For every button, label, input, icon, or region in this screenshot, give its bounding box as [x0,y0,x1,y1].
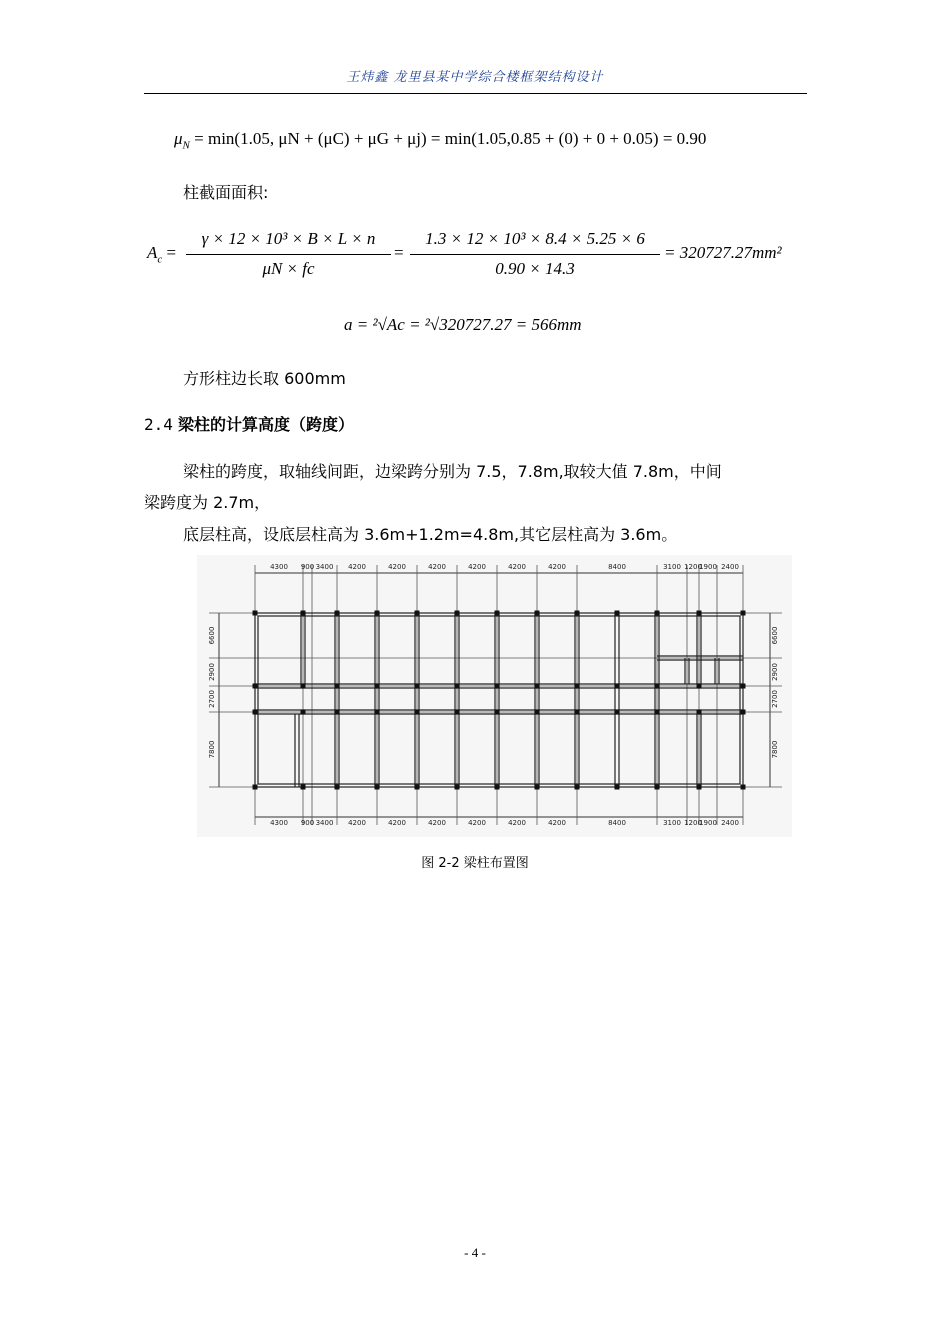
dimension-label-bottom: 4200 [468,819,486,827]
dimension-label-top: 4200 [548,563,566,571]
equation-mu-n: $\mu_N = \min(1.05$, μN + (μC) + μG + μj) = min(1.05,0.85 + (0) + 0 + 0.05) = 0.90 [174,129,707,152]
fraction2-line [410,254,660,255]
dimension-label-left: 6600 [208,626,216,645]
column-mark [535,710,540,715]
column-mark [615,684,620,689]
fraction1-denominator: μN × fc [262,259,315,278]
column-mark [301,710,306,715]
dimension-label-right: 6600 [771,626,779,645]
column-mark [655,710,660,715]
column-mark [375,684,380,689]
column-mark [375,611,380,616]
column-mark [495,611,500,616]
dimension-label-bottom: 1200 [684,819,702,827]
column-mark [335,710,340,715]
column-mark [655,684,660,689]
dimension-label-top: 4300 [270,563,288,571]
dimension-label-top: 1900 [699,563,717,571]
dimension-label-right: 2700 [771,690,779,708]
column-mark [575,611,580,616]
dimension-label-left: 2900 [208,663,216,681]
page-number: - 4 - [464,1245,486,1260]
dimension-label-bottom: 4200 [428,819,446,827]
column-mark [455,684,460,689]
dimension-label-left: 2700 [208,690,216,708]
paragraph-1-line-1: 梁柱的跨度，取轴线间距，边梁跨分别为 7.5，7.8m,取较大值 7.8m，中间 [183,462,722,481]
column-mark [415,785,420,790]
paragraph-2: 底层柱高，设底层柱高为 3.6m+1.2m=4.8m,其它层柱高为 3.6m。 [183,525,678,544]
dimension-label-bottom: 3400 [315,819,334,827]
column-mark [535,785,540,790]
dimension-label-right: 7800 [771,740,779,759]
dimension-label-bottom: 4300 [270,819,288,827]
column-mark [741,710,746,715]
dimension-label-top: 3400 [315,563,334,571]
header-rule [144,93,807,94]
column-mark [455,611,460,616]
column-mark [415,684,420,689]
column-mark [495,684,500,689]
figure-caption: 图 2-2 梁柱布置图 [421,856,529,871]
fraction1-numerator: γ × 12 × 10³ × B × L × n [201,229,376,248]
equation-side-length: a = ²√Ac = ²√320727.27 = 566mm [344,315,582,334]
column-mark [375,785,380,790]
column-mark [535,611,540,616]
equation-ac-lhs: $A_c$ = [147,243,177,266]
column-mark [253,710,258,715]
dimension-label-bottom: 900 [300,819,315,827]
column-mark [615,785,620,790]
paragraph-1-line-2: 梁跨度为 2.7m， [144,493,271,512]
dimension-label-top: 2400 [721,563,739,571]
column-mark [495,710,500,715]
dimension-label-bottom: 4200 [388,819,406,827]
column-mark [455,785,460,790]
column-mark [253,611,258,616]
column-mark [575,710,580,715]
column-mark [415,611,420,616]
column-mark [335,611,340,616]
column-mark [335,684,340,689]
column-mark [655,611,660,616]
dimension-label-top: 900 [300,563,315,571]
column-mark [455,710,460,715]
column-mark [335,785,340,790]
column-mark [301,684,306,689]
column-mark [253,785,258,790]
column-mark [615,611,620,616]
square-column-text: 方形柱边长取 600mm [183,369,346,388]
column-mark [253,684,258,689]
fraction2-denominator: 0.90 × 14.3 [495,259,575,278]
column-mark [741,611,746,616]
dimension-label-bottom: 4200 [508,819,526,827]
dimension-label-bottom: 4200 [548,819,566,827]
column-mark [375,710,380,715]
column-mark [495,785,500,790]
dimension-label-bottom: 1900 [699,819,717,827]
dimension-label-bottom: 8400 [608,819,626,827]
column-mark [697,684,702,689]
fraction1-line [186,254,391,255]
column-mark [655,785,660,790]
dimension-label-top: 1200 [684,563,702,571]
column-mark [697,710,702,715]
dimension-label-top: 4200 [428,563,446,571]
column-mark [697,611,702,616]
beam-column-plan [197,555,792,837]
column-mark [741,785,746,790]
column-area-label: 柱截面面积: [183,183,269,202]
dimension-label-right: 2900 [771,663,779,681]
section-heading: 2.4 梁柱的计算高度（跨度） [144,415,355,434]
column-mark [415,710,420,715]
column-mark [575,684,580,689]
dimension-label-top: 4200 [348,563,366,571]
running-header: 王炜鑫 龙里县某中学综合楼框架结构设计 [346,70,604,85]
column-mark [301,611,306,616]
dimension-label-top: 4200 [388,563,406,571]
column-mark [615,710,620,715]
column-mark [301,785,306,790]
dimension-label-top: 4200 [468,563,486,571]
dimension-label-top: 8400 [608,563,626,571]
dimension-label-bottom: 4200 [348,819,366,827]
dimension-label-bottom: 2400 [721,819,739,827]
column-mark [575,785,580,790]
equals-sign: = [394,243,404,262]
equation-ac-result: = 320727.27mm² [664,243,782,262]
fraction2-numerator: 1.3 × 12 × 10³ × 8.4 × 5.25 × 6 [425,229,645,248]
column-mark [535,684,540,689]
column-mark [741,684,746,689]
dimension-label-top: 3100 [663,563,681,571]
dimension-label-top: 4200 [508,563,526,571]
column-mark [697,785,702,790]
dimension-label-left: 7800 [208,740,216,759]
dimension-label-bottom: 3100 [663,819,681,827]
